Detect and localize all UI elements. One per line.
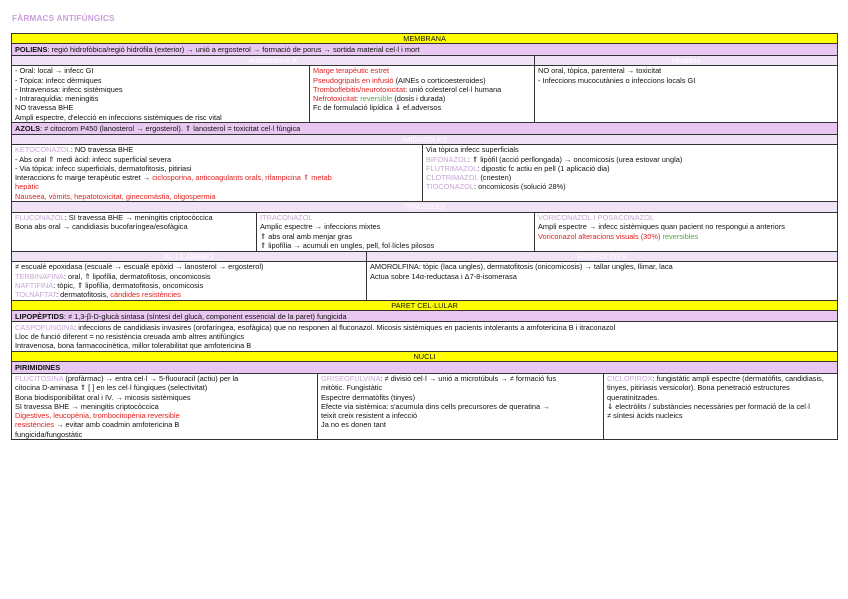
- itra-line: ⇑ lipofília → acumuli en ungles, pell, fol·lícles pilosos: [260, 240, 435, 250]
- morfolines-header: MORFOLINES: [367, 251, 838, 261]
- nistatina-line: - Infeccions mucocutànies o infeccions locals GI: [538, 75, 696, 85]
- drug-name: TIOCONAZOL: [426, 182, 475, 192]
- section-header-nucli: NUCLI: [12, 352, 838, 362]
- amfotericina-admin: [12, 65, 310, 123]
- paret-body: [12, 322, 838, 352]
- imid-text: Interaccions fc marge terapèutic estret →: [15, 173, 153, 182]
- bifonazol-line: [426, 155, 834, 164]
- terbinafina-line: [15, 272, 363, 281]
- gris-line: Ja no es donen tant: [321, 420, 386, 430]
- drug-text: : oral, ⇑ lipofília, dermatofitosis, oncomicosis: [63, 271, 211, 281]
- drug-name: NAFTIFINA: [15, 280, 54, 290]
- amfo-line: - Oral: local → infecc GI: [15, 66, 94, 76]
- imid-red: ciclosporina, anticoagulants orals, rifampicina ⇑ metab: [152, 173, 332, 182]
- flucitosina-cell: [12, 373, 318, 440]
- poliens-row: [12, 44, 838, 55]
- amfo-effect-green: reversible: [360, 94, 393, 103]
- amfo-effect: [313, 85, 531, 94]
- cicl-line: ⇓ electròlits / substàncies necessàries per formació de la cel·l: [607, 401, 810, 411]
- voriconazol-cell: [535, 212, 838, 251]
- drug-text: : oncomicosis (solució 28%): [474, 182, 566, 192]
- griseofulvina-cell: [318, 373, 604, 440]
- amfo-line: - Intraraquídia: meningitis: [15, 94, 99, 103]
- drug-name: BIFONAZOL: [426, 154, 468, 164]
- morf-line: Actua sobre 14α-reductasa i Δ7-8-isomerasa: [370, 271, 517, 281]
- gris-line: [321, 374, 600, 383]
- drug-text: (profàrmac) → entra cel·l → 5-fluouracil (actiu) per la: [63, 374, 239, 383]
- amfo-effect-text: (dosis i durada): [392, 94, 446, 103]
- pirimidines-row: PIRIMIDINES: [12, 362, 838, 373]
- drug-text: : NO travessa BHE: [70, 145, 134, 155]
- nistatina-body: [535, 65, 838, 123]
- drug-text: : ⇑ lipòfil (acció perllongada) → oncomicosis (urea estovar ungla): [467, 154, 683, 164]
- pharmacology-table: [11, 33, 838, 440]
- imidazoles-left: [12, 144, 423, 202]
- amfo-effect-text: : unió colesterol cel·l humana: [405, 84, 502, 94]
- imid-line: - Abs oral ⇑ medi àcid: infecc superficial severa: [15, 154, 172, 164]
- gris-line: Efecte via sistèmica: s'acumula dins cells precursores de queratina →: [321, 401, 550, 411]
- vori-line: Ampli espectre → infecc sistèmiques quan pacient no respongui a anteriors: [538, 222, 785, 232]
- naftifina-line: [15, 281, 363, 290]
- amfo-effect: [313, 76, 531, 85]
- azols-row: [12, 123, 838, 134]
- imid-line: Nauseea, vòmits, hepatotoxicitat, ginecomàstia, oligospermia: [15, 191, 216, 201]
- poliens-text: : regió hidrofòbica/regió hidròfila (exterior) → unió a ergosterol → formació de porus → sortida material cel·l i mort: [47, 44, 420, 54]
- amfo-line: - Tòpica: infecc dèrmiques: [15, 75, 102, 85]
- itraconazol-cell: [257, 212, 535, 251]
- itra-line: Amplic espectre → infeccions mixtes: [260, 222, 381, 232]
- fluc-line: [15, 374, 314, 383]
- fluconazol-cell: [12, 212, 257, 251]
- amfo-effect-text: :: [356, 94, 361, 103]
- drug-name: FLUTRIMAZOL: [426, 163, 478, 173]
- caspofungina-line: [15, 323, 834, 332]
- amfotericina-header: Amfotericina B: [12, 55, 535, 65]
- paret-line: Lloc de funció diferent = no resistència creuada amb altres antifúngics: [15, 332, 245, 341]
- amfo-effect: Marge terapèutic estret: [313, 66, 389, 76]
- amfo-effect: Fc de formulació lipídica ⇓ ef.adversos: [313, 103, 442, 113]
- vori-red: Voriconazol alteracions visuals (30%): [538, 231, 663, 241]
- drug-text: : SI travessa BHE → meningitis criptocòccica: [64, 213, 213, 222]
- fluc-line: Bona biodisponibilitat oral i IV. → micosis sistèmiques: [15, 392, 191, 402]
- drug-text: : dermatofitosis,: [56, 290, 111, 299]
- imid-line: [15, 173, 419, 182]
- amfo-line: Ampli espectre, d'elecció en infeccions sistèmiques de risc vital: [15, 112, 222, 122]
- amfo-line: NO travessa BHE: [15, 103, 74, 113]
- azols-text: : ≠ citocrom P450 (lanosterol → ergosterol). ⇑ lanosterol = toxicitat cel·l fúngica: [40, 123, 301, 133]
- amfo-effect-red: Tromboflebitis/neurotoxicitat: [313, 84, 406, 94]
- drug-name: VORICONAZOL I POSACONAZOL: [538, 213, 654, 222]
- fluconazol-line: Bona abs oral → candidiasis bucofaríngea/esofàgica: [15, 222, 188, 232]
- amfo-line: - Intravenosa: infecc sistèmiques: [15, 84, 123, 94]
- drug-text: : dipostic fc actiu en pell (1 aplicació dia): [477, 163, 610, 173]
- drug-text: : tòpic, ⇑ lipofília, dermatofitosis, oncomicosis: [53, 280, 204, 290]
- drug-red: càndides resistències: [110, 290, 181, 299]
- poliens-label: POLIENS: [15, 44, 48, 54]
- drug-name: ITRACONAZOL: [260, 213, 313, 222]
- alil-line: ≠ escualè epoxidasa (escualè → escualè epòxid → lanosterol → ergosterol): [15, 262, 264, 272]
- clotrimazol-line: [426, 173, 834, 182]
- drug-text: : ≠ divisió cel·l → unió a microtúbuls → ≠ formació fus: [380, 374, 557, 383]
- alilamines-header: AL·LILAMINES: [12, 251, 367, 261]
- drug-text: : infeccions de candidiasis invasires (orofaríngea, esofàgica) que no responen al fluconazol. Micosis sistèmiques en pacients intolerants a amfotericina B i itraconazol: [74, 322, 616, 332]
- fluc-line: citocina D-aminasa ⇑ [ ] en les cel·l fúngiques (selectivitat): [15, 383, 208, 393]
- drug-text: : fungistàtic ampli espectre (dermatòfits, candidiasis, tinyes, pitiriasis versicolor). Bona penetració estructures queratinitzades.: [607, 374, 824, 402]
- fluc-line: Digestives, leucopènia, trombocitopènia reversible: [15, 411, 180, 420]
- ciclopirox-line: [607, 374, 834, 402]
- flutrimazol-line: [426, 164, 834, 173]
- fluc-red: resistències: [15, 420, 55, 430]
- morf-line: AMOROLFINA: tòpic (laca ungles), dermatofitosis (onicomicosis) → tallar ungles, llimar, laca: [370, 262, 673, 272]
- paret-line: Intravenosa, bona farmacocinètica, millor tolerabilitat que amfotericina B: [15, 341, 252, 351]
- drug-name: CASPOFUNGINA: [15, 322, 75, 332]
- fluc-line: [15, 420, 314, 429]
- amfo-effect-red: Nefrotoxicitat: [313, 94, 357, 103]
- drug-name: CICLOPIROX: [607, 374, 653, 383]
- gris-line: mitòtic. Fungistàtic: [321, 383, 383, 393]
- imidazoles-right: [423, 144, 838, 202]
- drug-name: GRISEOFULVINA: [321, 374, 381, 383]
- drug-name: TERBINAFINA: [15, 271, 64, 281]
- azols-label: AZOLS: [15, 123, 41, 133]
- lipopeptids-text: : ≠ 1,3-β-D-glucà sintasa (síntesi del glucà, component essencial de la paret) fungicida: [63, 311, 347, 321]
- vori-line: [538, 232, 834, 241]
- fluc-text: → evitar amb coadmin amfotericina B: [54, 420, 180, 430]
- drug-name: CLOTRIMAZOL: [426, 173, 479, 182]
- vori-green: reversibles: [662, 231, 699, 241]
- gris-line: Espectre dermatòfits (tinyes): [321, 392, 416, 402]
- alilamines-body: [12, 261, 367, 300]
- imid-right-line: Via tòpica infecc superficials: [426, 145, 519, 155]
- fluc-line: fungicida/fungostàtic: [15, 429, 83, 439]
- amfo-effect: [313, 94, 531, 103]
- drug-text: (cnesten): [478, 173, 512, 182]
- section-header-paret: PARET CEL·LULAR: [12, 300, 838, 310]
- tioconazol-line: [426, 182, 834, 191]
- section-header-membrana: MEMBRANA: [12, 34, 838, 44]
- nistatina-line: NO oral, tòpica, parenteral → toxicitat: [538, 66, 662, 76]
- amfo-effect-text: (AINEs o corticoesteroides): [393, 75, 486, 85]
- amfotericina-effects: [310, 65, 535, 123]
- imid-line: hepàtic: [15, 182, 39, 192]
- fluc-line: SI travessa BHE → meningitis criptocòccica: [15, 401, 159, 411]
- gris-line: teixit creix resistent a infecció: [321, 411, 418, 420]
- drug-name: FLUCONAZOL: [15, 213, 65, 222]
- itra-line: ⇑ abs oral amb menjar gras: [260, 231, 353, 241]
- fluconazol-line: [15, 213, 253, 222]
- imidazoles-header: IMIDAZOLES: [12, 134, 838, 144]
- triazoles-header: TRIAZOLES: [12, 202, 838, 212]
- keto-line: [15, 145, 419, 154]
- morfolines-body: [367, 261, 838, 300]
- drug-name: TOLNAFTAT: [15, 290, 57, 299]
- tolnaftat-line: [15, 290, 363, 299]
- amfo-effect-red: Pseudogripals en infusió: [313, 75, 394, 85]
- imid-line: - Via tòpica: infecc superficials, dermatofitosis, pitiriasi: [15, 163, 192, 173]
- cicl-line: ≠ síntesi àcids nucleics: [607, 411, 683, 420]
- lipopeptids-row: [12, 311, 838, 322]
- lipopeptids-label: LIPOPÈPTIDS: [15, 311, 64, 321]
- nistatina-header: Nistatina: [535, 55, 838, 65]
- drug-name: KETOCONAZOL: [15, 145, 71, 155]
- drug-name: FLUCITOSINA: [15, 374, 64, 383]
- page-title: FÀRMACS ANTIFÚNGICS: [12, 14, 115, 23]
- ciclopirox-cell: [604, 373, 838, 440]
